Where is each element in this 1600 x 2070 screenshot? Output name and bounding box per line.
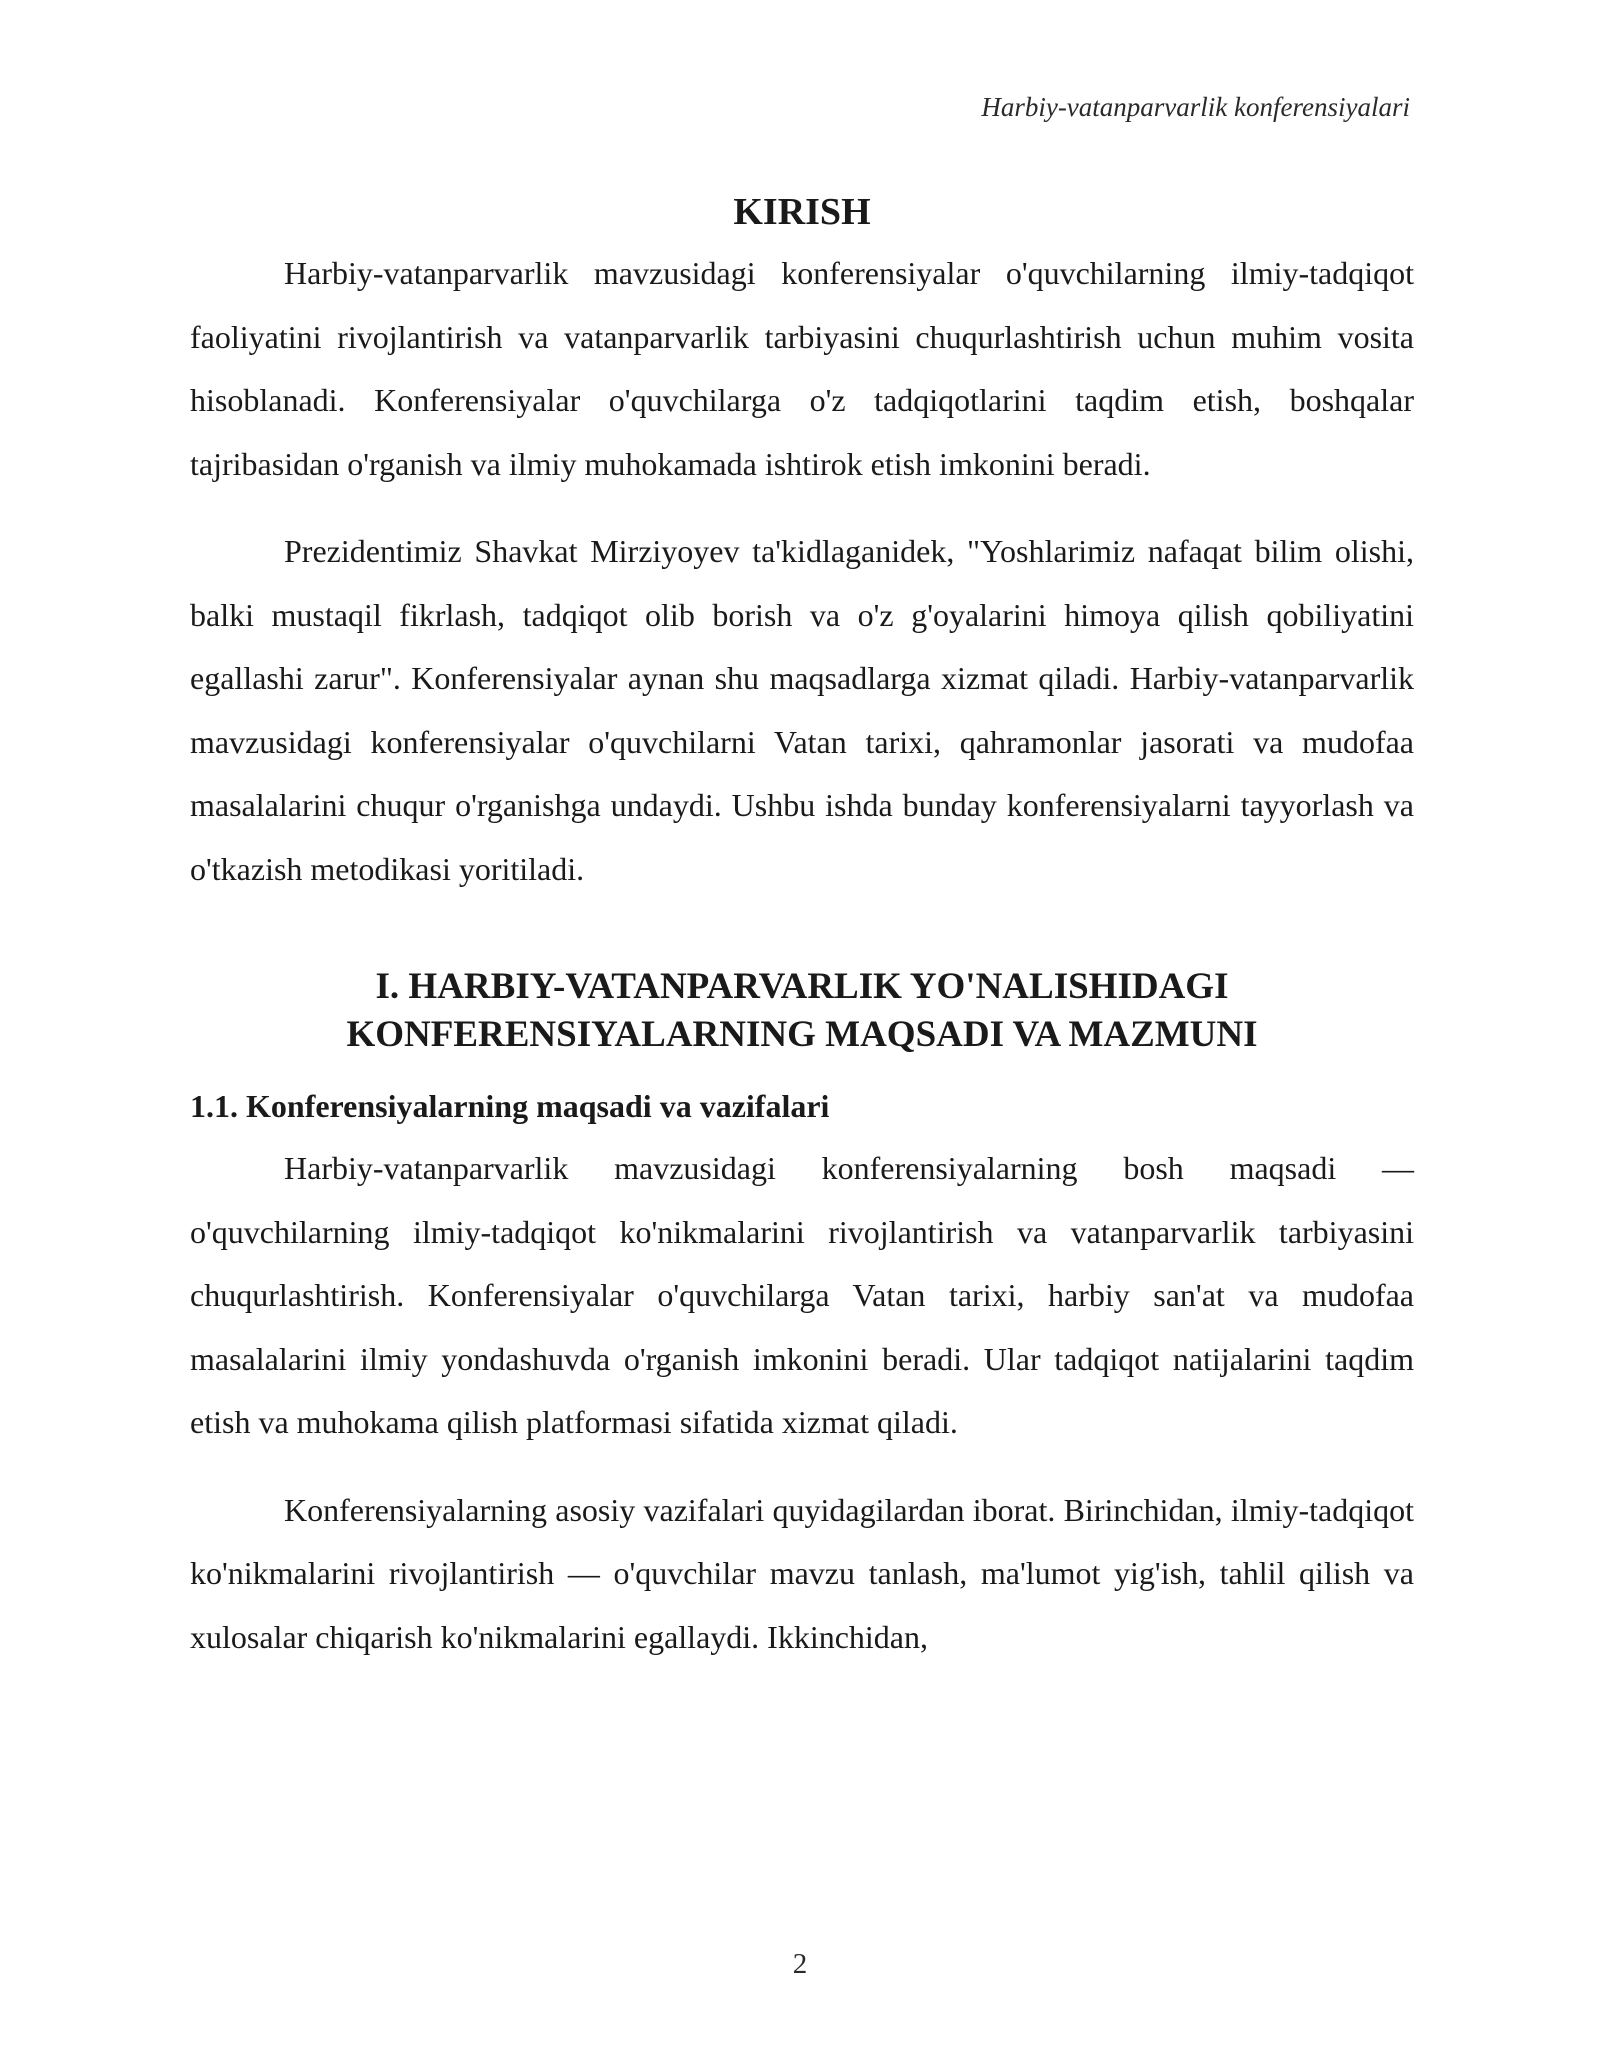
section-paragraph-1: Harbiy-vatanparvarlik mavzusidagi konferensiyalarning bosh maqsadi — o'quvchilarning ilmiy-tadqiqot ko'nikmalarini rivojlantirish va vatanparvarlik tarbiyasini chuqurlashtirish. Konferensiyalar o'quvchilarga Vatan tarixi, harbiy san'at va mudofaa masalalarini ilmiy yondashuvda o'rganish imkonini beradi. Ular tadqiqot natijalarini taqdim etish va muhokama qilish platformasi sifatida xizmat qiladi. (190, 1150, 1414, 1440)
section-paragraph-2: Konferensiyalarning asosiy vazifalari quyidagilardan iborat. Birinchidan, ilmiy-tadqiqot ko'nikmalarini rivojlantirish — o'quvchilar mavzu tanlash, ma'lumot yig'ish, tahlil qilish va xulosalar chiqarish ko'nikmalarini egallaydi. Ikkinchidan, (190, 1491, 1414, 1655)
chapter-title-line-2: KONFERENSIYALARNING MAQSADI VA MAZMUNI (346, 1014, 1258, 1055)
section-title: 1.1. Konferensiyalarning maqsadi va vazifalari (190, 1088, 830, 1124)
page-number: 2 (792, 1948, 808, 1980)
chapter-title-line-1: I. HARBIY-VATANPARVARLIK YO'NALISHIDAGI (375, 966, 1229, 1007)
chapter-title (190, 963, 1414, 1059)
running-header: Harbiy-vatanparvarlik konferensiyalari (981, 92, 1410, 122)
intro-paragraph-1: Harbiy-vatanparvarlik mavzusidagi konferensiyalar o'quvchilarning ilmiy-tadqiqot faoliyatini rivojlantirish va vatanparvarlik tarbiyasini chuqurlashtirish uchun muhim vosita hisoblanadi. Konferensiyalar o'quvchilarga o'z tadqiqotlarini taqdim etish, boshqalar tajribasidan o'rganish va ilmiy muhokamada ishtirok etish imkonini beradi. (190, 255, 1414, 482)
intro-title: KIRISH (733, 191, 871, 233)
intro-paragraph-2: Prezidentimiz Shavkat Mirziyoyev ta'kidlaganidek, "Yoshlarimiz nafaqat bilim olishi, balki mustaqil fikrlash, tadqiqot olib borish va o'z g'oyalarini himoya qilish qobiliyatini egallashi zarur". Konferensiyalar aynan shu maqsadlarga xizmat qiladi. Harbiy-vatanparvarlik mavzusidagi konferensiyalar o'quvchilarni Vatan tarixi, qahramonlar jasorati va mudofaa masalalarini chuqur o'rganishga undaydi. Ushbu ishda bunday konferensiyalarni tayyorlash va o'tkazish metodikasi yoritiladi. (190, 533, 1414, 887)
page-content (190, 188, 1414, 1669)
